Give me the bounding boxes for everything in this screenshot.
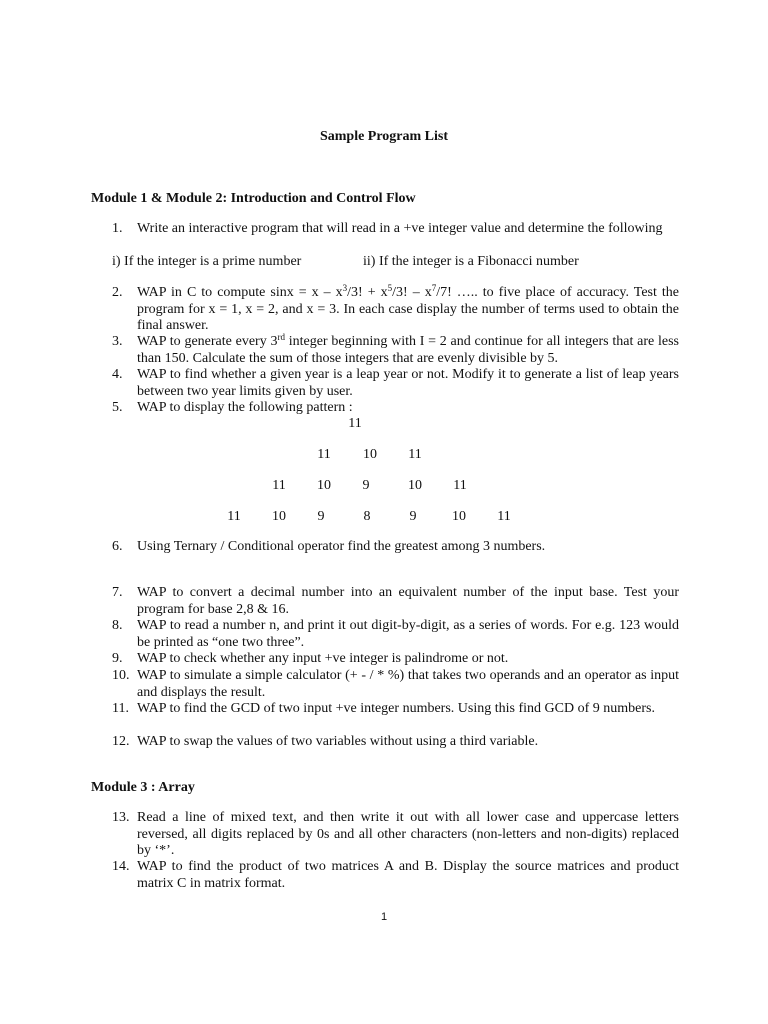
item-number: 5. [112,400,123,415]
item-number: 2. [112,285,123,300]
list-item-14 [112,859,679,892]
module-3-heading: Module 3 : Array [91,780,195,795]
item-number: 13. [112,810,130,825]
pattern-cell: 10 [452,509,466,524]
pattern-cell: 8 [363,509,371,524]
pattern-cell: 11 [348,416,362,431]
pattern-cell: 11 [408,447,422,462]
list-item-13 [112,810,679,860]
list-item-6 [112,539,679,556]
option-prime: i) If the integer is a prime number [112,254,302,269]
item-number: 11. [112,701,129,716]
item-text: WAP to check whether any input +ve integer is palindrome or not. [137,651,509,666]
list-item-9 [112,651,679,668]
item-number: 9. [112,651,123,666]
item-text: Write an interactive program that will read in a +ve integer value and determine the following [137,221,663,236]
item-text: WAP to find whether a given year is a leap year or not. Modify it to generate a list of leap years between two year limits given by user. [137,367,679,399]
item-number: 14. [112,859,130,874]
list-item-5 [112,400,679,417]
pattern-cell: 9 [362,478,370,493]
pattern-cell: 10 [317,478,331,493]
pattern-cell: 11 [317,447,331,462]
list-item-8 [112,618,679,651]
option-fibonacci: ii) If the integer is a Fibonacci number [363,254,579,269]
pattern-cell: 9 [409,509,417,524]
module-1-2-heading: Module 1 & Module 2: Introduction and Control Flow [91,191,416,206]
pattern-cell: 10 [363,447,377,462]
item-text: WAP to read a number n, and print it out digit-by-digit, as a series of words. For e.g. 123 would be printed as “one two three”. [137,618,679,650]
item-text: WAP to find the product of two matrices A and B. Display the source matrices and product matrix C in matrix format. [137,859,679,891]
item-text: WAP in C to compute $\sin x = x - x^3/3$! + $x^5/3$! – $x^7/7$! ….. to five place of accuracy. Test the program for x = 1, x = 2, and x = 3. In each case display the number of terms used to obtain the final answer. [137,283,679,333]
item-text: Read a line of mixed text, and then write it out with all lower case and uppercase letters reversed, all digits replaced by 0s and all other characters (non-letters and non-digits) replaced by ‘*’. [137,810,679,858]
item-number: 6. [112,539,123,554]
item-text: WAP to display the following pattern : [137,400,353,415]
list-item-2 [112,285,679,335]
item-text: WAP to generate every 3rd integer beginning with I = 2 and continue for all integers that are less than 150. Calculate the sum of those integers that are evenly divisible by 5. [137,332,679,366]
item-text: WAP to find the GCD of two input +ve integer numbers. Using this find GCD of 9 numbers. [137,701,655,716]
page-title: Sample Program List [319,129,449,144]
list-item-10 [112,668,679,701]
list-item-1 [112,221,679,238]
item-number: 7. [112,585,123,600]
item-number: 4. [112,367,123,382]
item-number: 12. [112,734,130,749]
item-text: Using Ternary / Conditional operator find the greatest among 3 numbers. [137,539,546,554]
pattern-cell: 11 [272,478,286,493]
list-item-4 [112,367,679,400]
item-text: WAP to simulate a simple calculator (+ - / * %) that takes two operands and an operator as input and displays the result. [137,668,679,700]
pattern-cell: 10 [272,509,286,524]
item-number: 8. [112,618,123,633]
pattern-cell: 10 [408,478,422,493]
item-number: 3. [112,334,123,349]
page-number: 1 [380,911,388,923]
pattern-cell: 11 [497,509,511,524]
item-number: 1. [112,221,123,236]
list-item-7 [112,585,679,618]
pattern-cell: 11 [453,478,467,493]
item-text: WAP to convert a decimal number into an equivalent number of the input base. Test your program for base 2,8 & 16. [137,585,679,617]
item-text: WAP to swap the values of two variables without using a third variable. [137,734,539,749]
pattern-cell: 11 [227,509,241,524]
list-item-11 [112,701,679,718]
list-item-12 [112,734,679,751]
item-number: 10. [112,668,130,683]
list-item-3 [112,334,679,367]
pattern-cell: 9 [317,509,325,524]
